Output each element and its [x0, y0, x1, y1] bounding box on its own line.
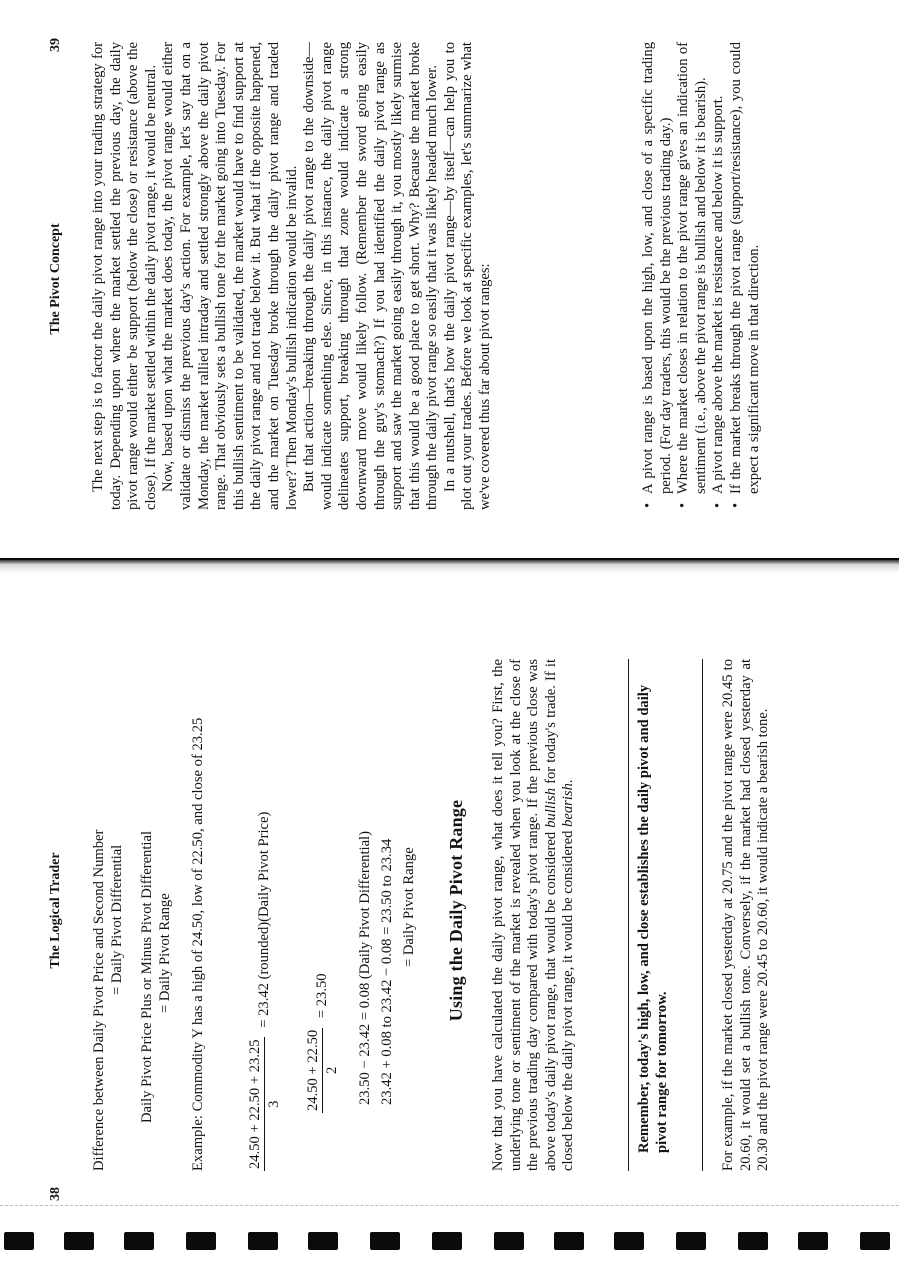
definition-line-1: Difference between Daily Pivot Price and Second Number [91, 829, 107, 1171]
bullet-item-1: • A pivot range is based upon the high, low, and close of a specific trading period. (For day traders, this would be the previous trading day.) [640, 42, 675, 510]
running-head-left: The Logical Trader [48, 852, 63, 969]
paragraph-2 [720, 659, 773, 1171]
running-head-right: The Pivot Concept [48, 223, 63, 335]
summary-bullets [640, 42, 763, 510]
binding-hole [308, 1232, 338, 1250]
bullet-list [640, 42, 763, 510]
binding-hole [798, 1232, 828, 1250]
formula-1-result: = 23.42 (rounded)(Daily Pivot Price) [255, 811, 272, 1028]
binding-hole [4, 1232, 34, 1250]
callout-top-rule [628, 659, 629, 1171]
binding-hole [738, 1232, 768, 1250]
book-spine-line [0, 558, 899, 560]
example-intro [190, 659, 208, 1171]
callout-bottom-rule [702, 659, 703, 1171]
paragraph-2-text: For example, if the market closed yesterday at 20.75 and the pivot range were 20.45 to 20.60, it would set a bullish tone. Conversely, if the market had closed yesterday at 20.30 and the pivot range were 20.45 to 20.60, it would indicate a bearish tone. [720, 659, 772, 1171]
definition-line-4: = Daily Pivot Range [157, 893, 173, 1013]
right-body [90, 42, 495, 510]
binding-hole [432, 1232, 462, 1250]
right-page [0, 0, 899, 558]
binding-hole [124, 1232, 154, 1250]
fraction-2-numerator: 24.50 + 22.50 [305, 1029, 321, 1111]
formula-2-result: = 23.50 [313, 973, 330, 1019]
formula-pivot-price [246, 812, 283, 1171]
bullet-item-2: • Where the market closes in relation to the pivot range gives an indication of sentiment (i.e., above the pivot range is bullish and below it is bearish). [675, 42, 710, 510]
page-number-left: 38 [48, 1187, 63, 1201]
callout-text: Remember, today's high, low, and close establishes the daily pivot and daily pivot range for tomorrow. [636, 684, 670, 1153]
binding-hole [860, 1232, 890, 1250]
right-paragraph-3: But that action—breaking through the daily pivot range to the downside—would indicate something else. Since, in this instance, the daily pivot range delineates support, breaking through that zone would indicate a strong downward move would likely follow. (Remember the sword going easily through the guy's stomach?) If you had identified the daily pivot range as support and saw the market going easily through it, you mostly likely surmise that this would be a good place to get short. Why? Because the market broke through the daily pivot range so easily that it was likely headed much lower. [301, 42, 441, 510]
binding-hole [676, 1232, 706, 1250]
fraction-2-denominator: 2 [324, 1066, 340, 1075]
right-paragraph-1: The next step is to factor the daily pivot range into your trading strategy for today. Depending upon where the market settled the previous day, the daily pivot range would either be support (below the close) or resistance (above the close). If the market settled within the daily pivot range, it would be neutral. [90, 42, 159, 510]
bullet-item-4: • If the market breaks through the pivot range (support/resistance), you could expect a significant move in that direction. [728, 42, 763, 510]
book-spine-shadow [0, 559, 899, 573]
example-intro-text: Example: Commodity Y has a high of 24.50, low of 22.50, and close of 23.25 [190, 717, 206, 1171]
definition-line-3: Daily Pivot Price Plus or Minus Pivot Differential [139, 831, 155, 1123]
binding-hole [248, 1232, 278, 1250]
fraction-1-denominator: 3 [266, 1100, 282, 1108]
binding-hole [614, 1232, 644, 1250]
binding-hole [370, 1232, 400, 1250]
definition-line-2: = Daily Pivot Differential [109, 844, 125, 995]
formula-second-number [304, 973, 341, 1113]
scan-edge-line [0, 1205, 899, 1208]
fraction-1-numerator: 24.50 + 22.50 + 23.25 [247, 1039, 263, 1169]
fraction-1 [246, 1037, 283, 1171]
binding-hole [554, 1232, 584, 1250]
section-heading: Using the Daily Pivot Range [446, 799, 466, 1022]
binding-hole [186, 1232, 216, 1250]
binding-hole [64, 1232, 94, 1250]
formula-range-label: = Daily Pivot Range [401, 847, 417, 967]
right-paragraph-4: In a nutshell, that's how the daily pivot range—by itself—can help you to plot out your trades. Before we look at specific examples, let's summarize what we've covered thus far about pivot ranges: [441, 42, 494, 510]
fraction-2 [304, 1028, 341, 1113]
right-paragraph-2: Now, based upon what the market does today, the pivot range would either validate or dismiss the previous day's action. For example, let's say that on a Monday, the market rallied intraday and settled strongly above the daily pivot range. That obviously sets a bullish tone for the market going into Tuesday. For this bullish sentiment to be validated, the market would have to find support at the daily pivot range and not trade below it. But what if the opposite happened, and the market on Tuesday broke through the daily pivot range and traded lower? Then Monday's bullish indication would be invalid. [160, 42, 300, 510]
left-page [0, 558, 899, 1263]
bullet-item-3: • A pivot range above the market is resistance and below it is support. [710, 42, 728, 510]
paragraph-1-text: Now that you have calculated the daily pivot range, what does it tell you? First, the underlying tone or sentiment of the market is revealed when you look at the close of the previous trading day compared with today's pivot range. If the previous close was above today's daily pivot range, that would be considered bullish for today's trade. If it closed below the daily pivot range, it would be considered bearish. [490, 659, 577, 1171]
binding-hole [494, 1232, 524, 1250]
page-number-right: 39 [48, 38, 63, 52]
formula-differential: 23.50 − 23.42 = 0.08 (Daily Pivot Differential) [357, 831, 373, 1105]
formula-range: 23.42 + 0.08 to 23.42 − 0.08 = 23.50 to 23.34 [379, 838, 395, 1105]
paragraph-1 [490, 659, 578, 1171]
